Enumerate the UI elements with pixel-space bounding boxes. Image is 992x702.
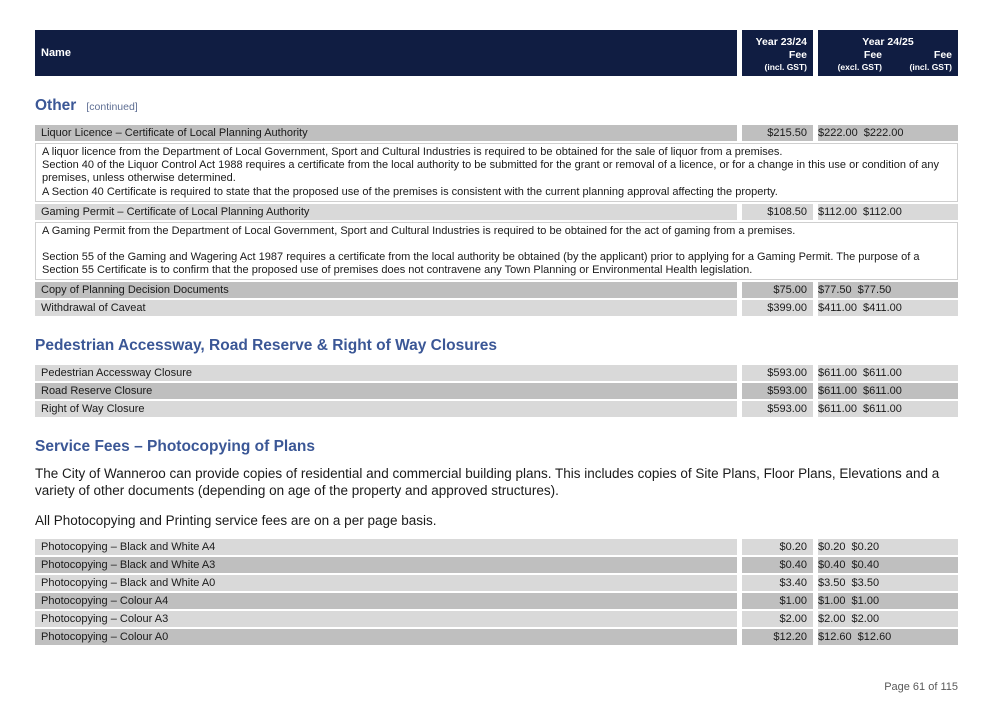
fee-2425-excl-gst: $611.00 xyxy=(818,385,857,398)
fee-2425-excl-gst: $0.40 xyxy=(818,559,846,572)
description-line: A Section 40 Certificate is required to state that the proposed use of the premises is consistent with the current planning approval affecting the property. xyxy=(42,185,778,198)
fee-2425-cells xyxy=(818,557,958,573)
fee-2324-incl-gst: $593.00 xyxy=(742,365,813,381)
fee-2425-cells xyxy=(818,593,958,609)
fee-2425-incl-gst: $2.00 xyxy=(851,613,880,626)
fee-2425-excl-gst: $222.00 xyxy=(818,127,858,139)
fee-2425-cells xyxy=(818,539,958,555)
fee-name: Gaming Permit – Certificate of Local Planning Authority xyxy=(35,204,737,220)
column-header-year-2324 xyxy=(742,30,813,76)
fee-2425-incl-gst: $12.60 xyxy=(857,631,892,644)
fee-2425-cells xyxy=(818,204,958,220)
fee-name: Photocopying – Colour A3 xyxy=(35,611,737,627)
column-header-year-2425 xyxy=(818,30,958,76)
fee-name: Photocopying – Colour A4 xyxy=(35,593,737,609)
fee-2324-incl-gst: $215.50 xyxy=(742,125,813,141)
fee-2324-incl-gst: $75.00 xyxy=(742,282,813,298)
fee-2425-excl-gst: $611.00 xyxy=(818,403,857,416)
description-line: Section 40 of the Liquor Control Act 1988 requires a certificate from the local authority to be submitted for the grant or removal of a licence, or for a change in this use or condition of any premises, unless otherwise determined. xyxy=(42,159,939,185)
fee-2324-incl-gst: $593.00 xyxy=(742,401,813,417)
fee-name: Copy of Planning Decision Documents xyxy=(35,282,737,298)
description-line: Section 55 of the Gaming and Wagering Act 1987 requires a certificate from the local authority be obtained (by the applicant) prior to applying for a Gaming Permit. The purpose of a Section 55 Certificate is to confirm that the proposed use of premises does not contravene any Town Planning or Environmental Health legislation. xyxy=(42,251,920,277)
fee-2425-incl-gst: $411.00 xyxy=(862,302,902,315)
table-row-pedestrian-accessway xyxy=(35,365,958,381)
fee-2425-excl-gst: $1.00 xyxy=(818,595,846,608)
table-row-photocopy-bw-a3 xyxy=(35,557,958,573)
fee-2425-incl-gst: $112.00 xyxy=(862,205,902,218)
fee-2425-excl-gst: $12.60 xyxy=(818,631,852,644)
fee-2425-incl-gst: $611.00 xyxy=(862,367,902,380)
fee-2425-incl-gst: $222.00 xyxy=(863,127,904,139)
fee-2324-incl-gst: $12.20 xyxy=(742,629,813,645)
fee-2324-incl-gst: $2.00 xyxy=(742,611,813,627)
fee-name: Withdrawal of Caveat xyxy=(35,300,737,316)
year-2425-fee-excl-label: Fee xyxy=(863,48,882,61)
fee-table-header xyxy=(35,30,958,76)
fee-2425-cells xyxy=(818,125,958,141)
fee-2425-incl-gst: $0.40 xyxy=(851,559,880,572)
fee-2324-incl-gst: $108.50 xyxy=(742,204,813,220)
table-row-copy-planning-decision xyxy=(35,282,958,298)
section-heading-closures: Pedestrian Accessway, Road Reserve & Right of Way Closures xyxy=(35,337,498,355)
year-2324-fee-label: Fee xyxy=(788,48,807,61)
continued-label: [continued] xyxy=(86,101,138,113)
fee-2425-incl-gst: $77.50 xyxy=(857,284,892,297)
fee-2425-cells xyxy=(818,365,958,381)
fee-2425-cells xyxy=(818,401,958,417)
fee-name: Photocopying – Black and White A3 xyxy=(35,557,737,573)
year-2324-gst-label: (incl. GST) xyxy=(764,62,807,72)
table-row-photocopy-colour-a3 xyxy=(35,611,958,627)
table-row-photocopy-colour-a4 xyxy=(35,593,958,609)
fee-2425-excl-gst: $77.50 xyxy=(818,284,852,297)
fee-2425-excl-gst: $2.00 xyxy=(818,613,846,626)
fee-2425-excl-gst: $411.00 xyxy=(818,302,857,315)
fee-2324-incl-gst: $1.00 xyxy=(742,593,813,609)
section-heading-other xyxy=(35,97,958,115)
section-heading-photocopying: Service Fees – Photocopying of Plans xyxy=(35,438,315,456)
fee-name: Right of Way Closure xyxy=(35,401,737,417)
description-line: A Gaming Permit from the Department of Local Government, Sport and Cultural Industries is required to be obtained for the act of gaming from a premises. xyxy=(42,224,796,237)
fee-2425-excl-gst: $611.00 xyxy=(818,367,857,380)
fee-2324-incl-gst: $593.00 xyxy=(742,383,813,399)
fee-2425-cells xyxy=(818,300,958,316)
year-2425-incl-gst-label: (incl. GST) xyxy=(909,62,952,72)
fee-2425-excl-gst: $3.50 xyxy=(818,577,846,590)
fee-2425-cells xyxy=(818,629,958,645)
year-2425-excl-gst-label: (excl. GST) xyxy=(837,62,882,72)
fee-2425-incl-gst: $611.00 xyxy=(862,385,902,398)
fee-2425-incl-gst: $611.00 xyxy=(862,403,902,416)
description-liquor-licence xyxy=(35,143,958,202)
year-2425-fee-incl-label: Fee xyxy=(933,48,952,61)
fee-name: Photocopying – Black and White A4 xyxy=(35,539,737,555)
table-row-road-reserve xyxy=(35,383,958,399)
table-row-withdrawal-caveat xyxy=(35,300,958,316)
table-row-right-of-way xyxy=(35,401,958,417)
fee-2324-incl-gst: $0.40 xyxy=(742,557,813,573)
fee-2425-cells xyxy=(818,282,958,298)
fee-2425-cells xyxy=(818,575,958,591)
column-header-name: Name xyxy=(35,30,737,76)
table-row-photocopy-colour-a0 xyxy=(35,629,958,645)
section-title-other: Other xyxy=(35,97,77,114)
fee-name: Photocopying – Black and White A0 xyxy=(35,575,737,591)
fee-2425-incl-gst: $0.20 xyxy=(851,541,880,554)
fee-2324-incl-gst: $3.40 xyxy=(742,575,813,591)
table-row-gaming-permit xyxy=(35,204,958,220)
table-row-liquor-licence xyxy=(35,125,958,141)
description-line: A liquor licence from the Department of Local Government, Sport and Cultural Industries is required to be obtained for the sale of liquor from a premises. xyxy=(42,146,783,158)
fee-name: Photocopying – Colour A0 xyxy=(35,629,737,645)
fee-2425-excl-gst: $112.00 xyxy=(818,205,857,218)
year-2324-label: Year 23/24 xyxy=(755,36,807,48)
year-2425-label: Year 24/25 xyxy=(862,36,914,48)
fee-2324-incl-gst: $0.20 xyxy=(742,539,813,555)
fee-2425-incl-gst: $1.00 xyxy=(851,595,880,608)
fee-2324-incl-gst: $399.00 xyxy=(742,300,813,316)
fee-2425-cells xyxy=(818,611,958,627)
photocopying-basis-paragraph: All Photocopying and Printing service fees are on a per page basis. xyxy=(35,513,437,529)
description-gaming-permit xyxy=(35,222,958,281)
page-number: Page 61 of 115 xyxy=(884,681,958,693)
table-row-photocopy-bw-a0 xyxy=(35,575,958,591)
fee-2425-excl-gst: $0.20 xyxy=(818,541,846,554)
fee-name: Pedestrian Accessway Closure xyxy=(35,365,737,381)
fee-2425-incl-gst: $3.50 xyxy=(851,577,880,590)
photocopying-intro-paragraph: The City of Wanneroo can provide copies of residential and commercial building plans. This includes copies of Site Plans, Floor Plans, Elevations and a variety of other documents (depending on age of the property and approved structures). xyxy=(35,466,940,499)
fee-2425-cells xyxy=(818,383,958,399)
fee-name: Liquor Licence – Certificate of Local Planning Authority xyxy=(35,125,737,141)
table-row-photocopy-bw-a4 xyxy=(35,539,958,555)
fee-name: Road Reserve Closure xyxy=(35,383,737,399)
